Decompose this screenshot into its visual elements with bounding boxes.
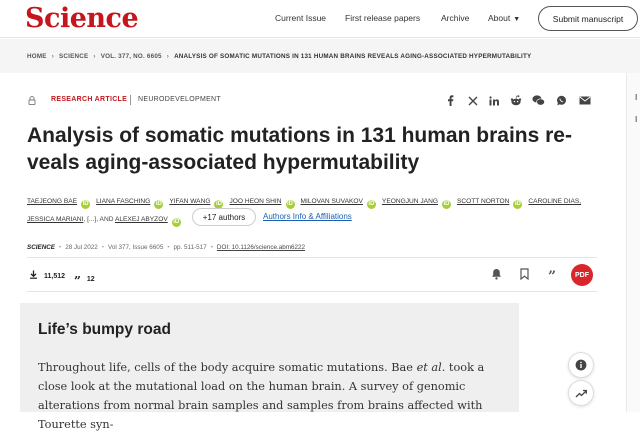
author-link[interactable]: LIANA FASCHING bbox=[96, 198, 151, 205]
author-link[interactable]: SCOTT NORTON bbox=[456, 198, 510, 205]
nav-about[interactable] bbox=[488, 13, 520, 23]
whatsapp-icon[interactable] bbox=[555, 94, 568, 107]
divider bbox=[27, 291, 597, 292]
quote-icon[interactable]: ” bbox=[547, 269, 557, 285]
author-link[interactable]: ALEXEJ ABYZOV bbox=[114, 216, 168, 223]
orcid-icon[interactable]: iD bbox=[514, 201, 521, 207]
citations-metric[interactable] bbox=[74, 270, 95, 288]
summary-text bbox=[38, 358, 513, 434]
nav-first-release-papers[interactable]: First release papers bbox=[345, 13, 421, 23]
publication-date: 28 Jul 2022 bbox=[65, 244, 98, 251]
doi-link[interactable]: DOI: 10.1126/science.abm6222 bbox=[216, 244, 306, 251]
orcid-icon[interactable]: iD bbox=[155, 201, 162, 207]
author-link[interactable]: JESSICA MARIANI bbox=[27, 216, 84, 223]
nav-about-label: About bbox=[488, 13, 511, 23]
divider bbox=[130, 95, 131, 105]
download-icon bbox=[29, 270, 38, 282]
chevron-down-icon: ▼ bbox=[513, 16, 521, 23]
breadcrumb bbox=[27, 53, 531, 60]
breadcrumb-current: ANALYSIS OF SOMATIC MUTATIONS IN 131 HUMAN BRAINS REVEALS AGING-ASSOCIATED HYPERMUTABILITY bbox=[174, 53, 532, 60]
orcid-icon[interactable]: iD bbox=[82, 201, 89, 207]
x-twitter-icon[interactable] bbox=[466, 94, 479, 107]
lock-icon bbox=[28, 96, 36, 105]
top-navigation-bar bbox=[0, 0, 640, 38]
pdf-icon[interactable]: PDF bbox=[571, 264, 593, 286]
email-icon[interactable] bbox=[578, 94, 591, 107]
summary-heading: Life’s bumpy road bbox=[38, 321, 171, 338]
chevron-right-icon: › bbox=[93, 53, 96, 60]
submit-manuscript-button[interactable]: Submit manuscript bbox=[538, 6, 638, 31]
breadcrumb-home[interactable]: HOME bbox=[27, 53, 47, 60]
summary-text-italic: et al. bbox=[416, 361, 446, 374]
orcid-icon[interactable]: iD bbox=[215, 201, 222, 207]
summary-text-a: Throughout life, cells of the body acquire somatic mutations. Bae bbox=[38, 361, 417, 374]
page-range: pp. 511-517 bbox=[173, 244, 207, 251]
breadcrumb-volume[interactable]: VOL. 377, NO. 6605 bbox=[100, 53, 162, 60]
edge-fragment: I bbox=[635, 93, 638, 102]
publication-info: SCIENCE • 28 Jul 2022 • Vol 377, Issue 6605 • pp. 511-517 • DOI: 10.1126/science.abm6222 bbox=[27, 244, 306, 251]
article-subject[interactable]: NEURODEVELOPMENT bbox=[138, 96, 221, 103]
linkedin-icon[interactable] bbox=[487, 94, 500, 107]
orcid-icon[interactable]: iD bbox=[368, 201, 375, 207]
article-type: RESEARCH ARTICLE bbox=[51, 96, 128, 103]
volume-issue[interactable]: Vol 377, Issue 6605 bbox=[108, 244, 164, 251]
divider bbox=[27, 257, 597, 258]
author-row bbox=[27, 193, 617, 211]
author-link[interactable]: CAROLINE DIAS, bbox=[528, 198, 582, 205]
orcid-icon[interactable]: iD bbox=[173, 219, 180, 225]
more-authors-button[interactable]: +17 authors bbox=[192, 208, 256, 226]
author-link[interactable]: YIFAN WANG bbox=[169, 198, 211, 205]
breadcrumb-science[interactable]: SCIENCE bbox=[59, 53, 89, 60]
editors-summary bbox=[20, 303, 519, 431]
author-ellipsis: , [...], AND bbox=[83, 216, 114, 223]
author-link[interactable]: MILOVAN SUVAKOV bbox=[300, 198, 363, 205]
orcid-icon[interactable]: iD bbox=[443, 201, 450, 207]
bookmark-icon[interactable] bbox=[516, 266, 532, 282]
bell-icon[interactable] bbox=[488, 266, 504, 282]
science-logo[interactable]: Science bbox=[25, 3, 139, 34]
downloads-count: 11,512 bbox=[44, 272, 66, 280]
wechat-icon[interactable] bbox=[532, 94, 545, 107]
citations-count: 12 bbox=[86, 275, 95, 283]
journal-name: SCIENCE bbox=[27, 244, 55, 251]
summary-text-b: took a close look at the mutational load on the human brain. A survey of genomic alterations from normal brain samples and samples from brains affected with Tourette syn- bbox=[38, 361, 485, 431]
trend-icon[interactable] bbox=[568, 380, 594, 406]
downloads-metric[interactable] bbox=[29, 270, 65, 282]
article-title: Analysis of somatic mutations in 131 human brains re-veals aging-associated hypermutability bbox=[27, 124, 572, 174]
adjacent-window-edge bbox=[626, 73, 640, 412]
authors-affiliations-link[interactable]: Authors Info & Affiliations bbox=[263, 212, 352, 221]
reddit-icon[interactable] bbox=[509, 94, 522, 107]
nav-archive[interactable]: Archive bbox=[441, 13, 470, 23]
chevron-right-icon: › bbox=[51, 53, 55, 60]
edge-fragment: I bbox=[635, 115, 638, 124]
chevron-right-icon: › bbox=[166, 53, 170, 60]
author-link[interactable]: TAEJEONG BAE bbox=[27, 198, 78, 205]
facebook-icon[interactable] bbox=[444, 94, 457, 107]
author-link[interactable]: YEONGJUN JANG bbox=[381, 198, 438, 205]
author-list bbox=[27, 193, 617, 229]
orcid-icon[interactable]: iD bbox=[287, 201, 293, 207]
quote-icon: ” bbox=[74, 274, 81, 288]
author-link[interactable]: JOO HEON SHIN bbox=[229, 198, 282, 205]
nav-current-issue[interactable]: Current Issue bbox=[275, 13, 327, 23]
info-icon[interactable] bbox=[568, 352, 594, 378]
